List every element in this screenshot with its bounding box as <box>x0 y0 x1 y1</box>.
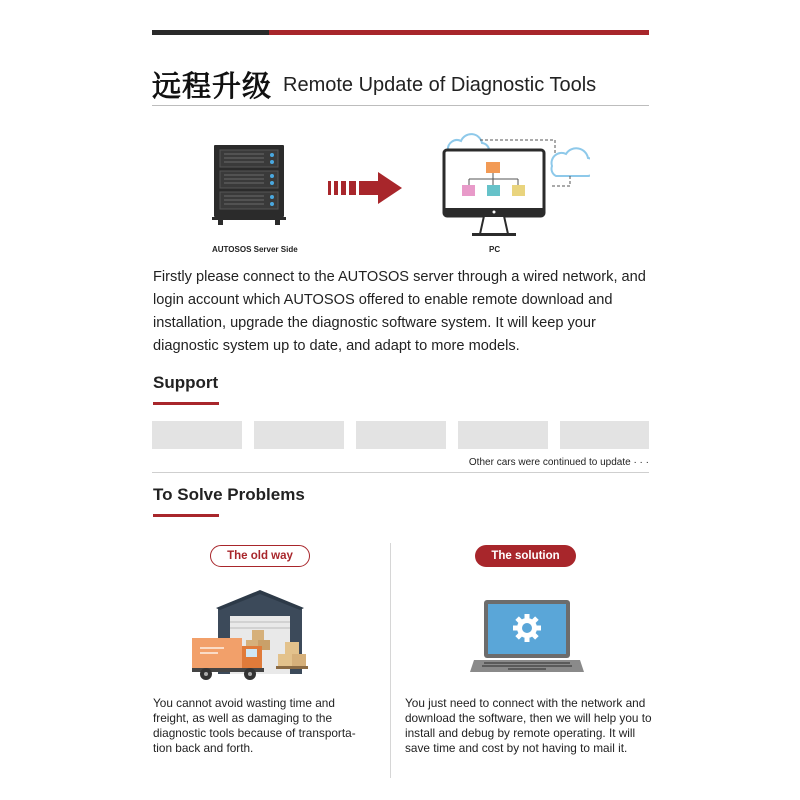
support-divider <box>152 472 649 473</box>
support-logo-placeholder <box>254 421 344 449</box>
laptop-gear-icon <box>470 598 584 674</box>
page-title-english: Remote Update of Diagnostic Tools <box>283 74 597 96</box>
problems-heading-underline <box>153 514 219 517</box>
warehouse-truck-icon <box>190 590 330 682</box>
page-title-chinese: 远程升级 <box>152 69 273 103</box>
old-way-description: You cannot avoid wasting time and freight, as well as damaging to the diagnostic tools because of transporta-tion back and forth. <box>153 696 356 755</box>
old-way-badge: The old way <box>210 545 310 567</box>
support-heading-underline <box>153 402 219 405</box>
solution-badge: The solution <box>475 545 576 567</box>
support-logo-placeholder <box>356 421 446 449</box>
problems-heading: To Solve Problems <box>153 485 305 504</box>
support-logo-placeholder <box>458 421 548 449</box>
intro-paragraph: Firstly please connect to the AUTOSOS server through a wired network, and login account which AUTOSOS offered to enable remote download and installation, upgrade the diagnostic software system. It will keep your diagnostic system up to date, and adapt to more models. <box>153 269 646 354</box>
top-accent-bar <box>152 30 649 35</box>
pc-monitor-icon <box>440 128 590 240</box>
column-divider <box>390 543 391 778</box>
support-heading: Support <box>153 373 219 392</box>
support-update-note: Other cars were continued to update · · · <box>468 457 649 468</box>
title-divider <box>152 105 649 106</box>
server-caption: AUTOSOS Server Side <box>212 245 298 254</box>
support-logo-placeholder <box>152 421 242 449</box>
server-rack-icon <box>212 145 286 225</box>
transfer-arrow-icon <box>328 170 404 206</box>
solution-description: You just need to connect with the network and download the software, then we will help you to install and debug by remote operating. It will save time and cost by not having to mail it. <box>405 696 652 755</box>
support-logo-placeholder <box>560 421 649 449</box>
pc-caption: PC <box>489 245 501 254</box>
